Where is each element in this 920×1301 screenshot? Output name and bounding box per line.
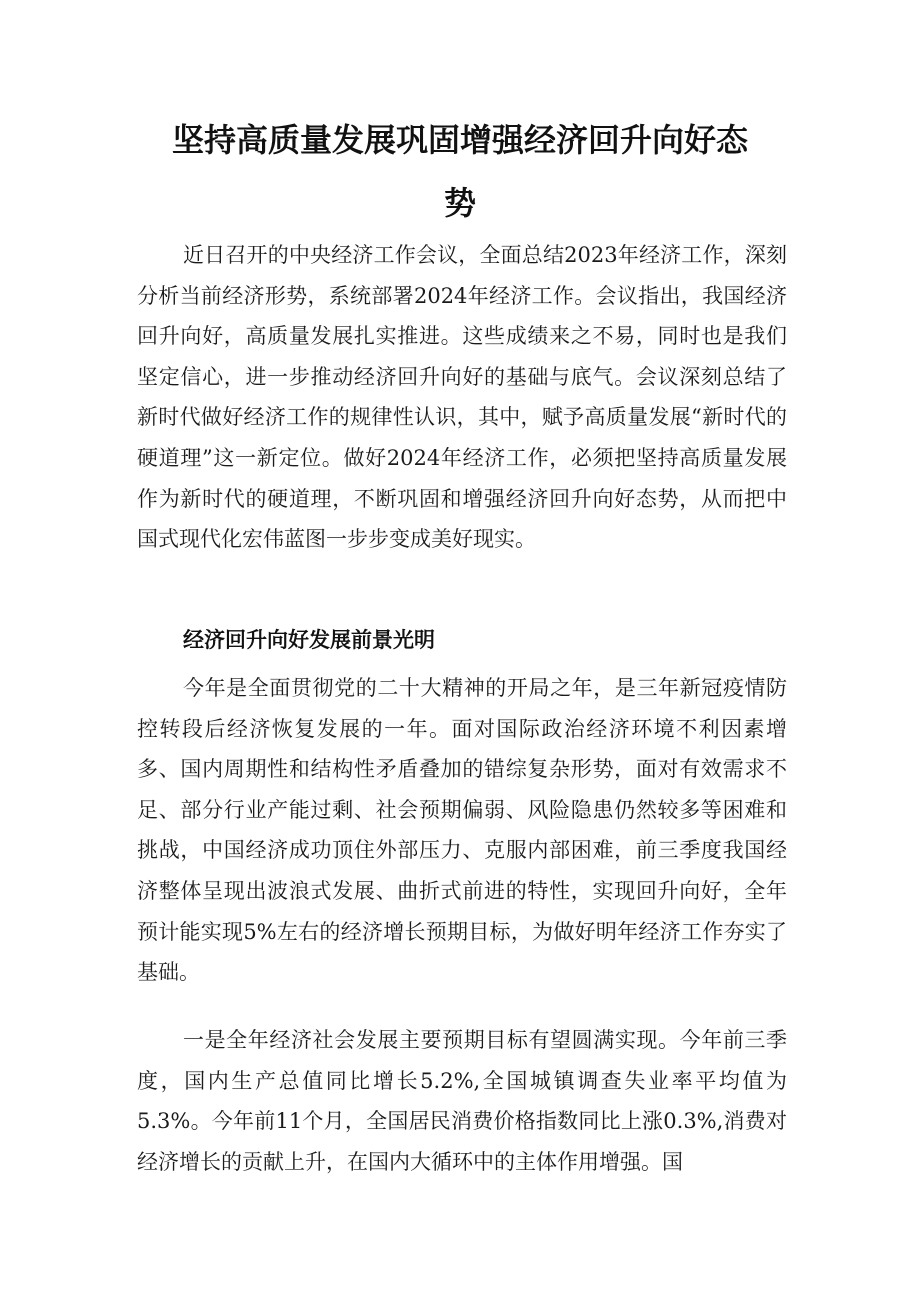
body-paragraph-outlook: 今年是全面贯彻党的二十大精神的开局之年，是三年新冠疫情防控转段后经济恢复发展的一年。面对国际政治经济环境不利因素增多、国内周期性和结构性矛盾叠加的错综复杂形势，面对有效需求不足、部分行业产能过剩、社会预期偏弱、风险隐患仍然较多等困难和挑战，中国经济成功顶住外部压力、克服内部困难，前三季度我国经济整体呈现出波浪式发展、曲折式前进的特性，实现回升向好，全年预计能实现5%左右的经济增长预期目标，为做好明年经济工作夯实了基础。 — [137, 676, 787, 985]
document-title-line-2: 势 — [443, 184, 476, 222]
document-title-line-1: 坚持高质量发展巩固增强经济回升向好态 — [171, 121, 748, 159]
body-paragraph-intro: 近日召开的中央经济工作会议，全面总结2023年经济工作，深刻分析当前经济形势，系统部署2024年经济工作。会议指出，我国经济回升向好，高质量发展扎实推进。这些成绩来之不易，同时也是我们坚定信心，进一步推动经济回升向好的基础与底气。会议深刻总结了新时代做好经济工作的规律性认识，其中，赋予高质量发展“新时代的硬道理”这一新定位。做好2024年经济工作，必须把坚持高质量发展作为新时代的硬道理，不断巩固和增强经济回升向好态势，从而把中国式现代化宏伟蓝图一步步变成美好现实。 — [137, 243, 787, 552]
body-paragraph-targets: 一是全年经济社会发展主要预期目标有望圆满实现。今年前三季度，国内生产总值同比增长5.2%,全国城镇调查失业率平均值为5.3%。今年前11个月，全国居民消费价格指数同比上涨0.3%,消费对经济增长的贡献上升，在国内大循环中的主体作用增强。国 — [137, 1028, 787, 1174]
section-heading: 经济回升向好发展前景光明 — [183, 628, 435, 652]
